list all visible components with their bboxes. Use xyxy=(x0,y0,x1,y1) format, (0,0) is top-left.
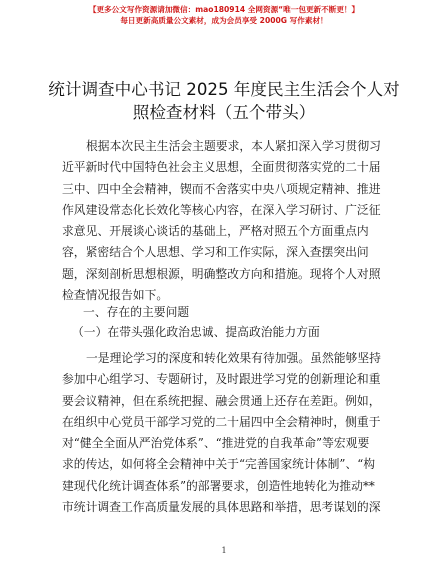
paragraph-line: 容，紧密结合个人思想、学习和工作实际，深入查摆突出问 xyxy=(62,245,369,260)
paragraph-line: 要会议精神，但在系统把握、融会贯通上还存在差距。例如， xyxy=(62,393,381,408)
document-title xyxy=(40,78,408,124)
paragraph-line: 检查情况报告如下。 xyxy=(62,288,169,303)
paragraph-line: 作风建设常态化长效化等核心内容，在深入学习研讨、广泛征 xyxy=(62,202,381,217)
paragraph-line: 市统计调查工作高质量发展的具体思路和举措，思考谋划的深 xyxy=(62,500,381,515)
document-title-line-2: 照检查材料（五个带头） xyxy=(132,103,316,122)
paragraph-line: 求意见、开展谈心谈话的基础上，严格对照五个方面重点内 xyxy=(62,224,369,239)
subsection-heading: （一）在带头强化政治忠诚、提高政治能力方面 xyxy=(72,325,320,339)
paragraph-line: 题，深刻剖析思想根源，明确整改方向和措施。现将个人对照 xyxy=(62,266,381,281)
promo-banner xyxy=(0,4,448,26)
intro-paragraph xyxy=(62,136,396,306)
paragraph-line: 参加中心组学习、专题研讨，及时跟进学习党的创新理论和重 xyxy=(62,372,381,387)
paragraph-line: 三中、四中全会精神，锲而不舍落实中央八项规定精神、推进 xyxy=(62,181,381,196)
paragraph-line: 建现代化统计调查体系”的部署要求，创造性地转化为推动** xyxy=(62,478,375,493)
section-heading: 一、存在的主要问题 xyxy=(83,305,190,319)
paragraph-line: 近平新时代中国特色社会主义思想，全面贯彻落实党的二十届 xyxy=(62,160,381,175)
paragraph-line: 一是理论学习的深度和转化效果有待加强。虽然能够坚持 xyxy=(86,351,381,365)
paragraph-line: 求的传达，如何将全会精神中关于“完善国家统计体制”、“构 xyxy=(62,457,376,472)
promo-banner-line-2: 每日更新高质量公文素材，成为会员享受 2000G 写作素材！ xyxy=(120,16,328,25)
paragraph-line: 根据本次民主生活会主题要求，本人紧扣深入学习贯彻习 xyxy=(86,139,381,153)
document-title-line-1: 统计调查中心书记 2025 年度民主生活会个人对 xyxy=(48,80,400,99)
promo-banner-line-1: 【更多公文写作资源请加微信：mao180914 全网资源“唯一包更新不断更！】 xyxy=(88,5,360,14)
page-number: 1 xyxy=(221,546,227,555)
paragraph-line: 在组织中心党员干部学习党的二十届四中全会精神时，侧重于 xyxy=(62,414,381,429)
body-paragraph xyxy=(62,348,396,518)
paragraph-line: 对“健全全面从严治党体系”、“推进党的自我革命”等宏观要 xyxy=(62,436,370,451)
